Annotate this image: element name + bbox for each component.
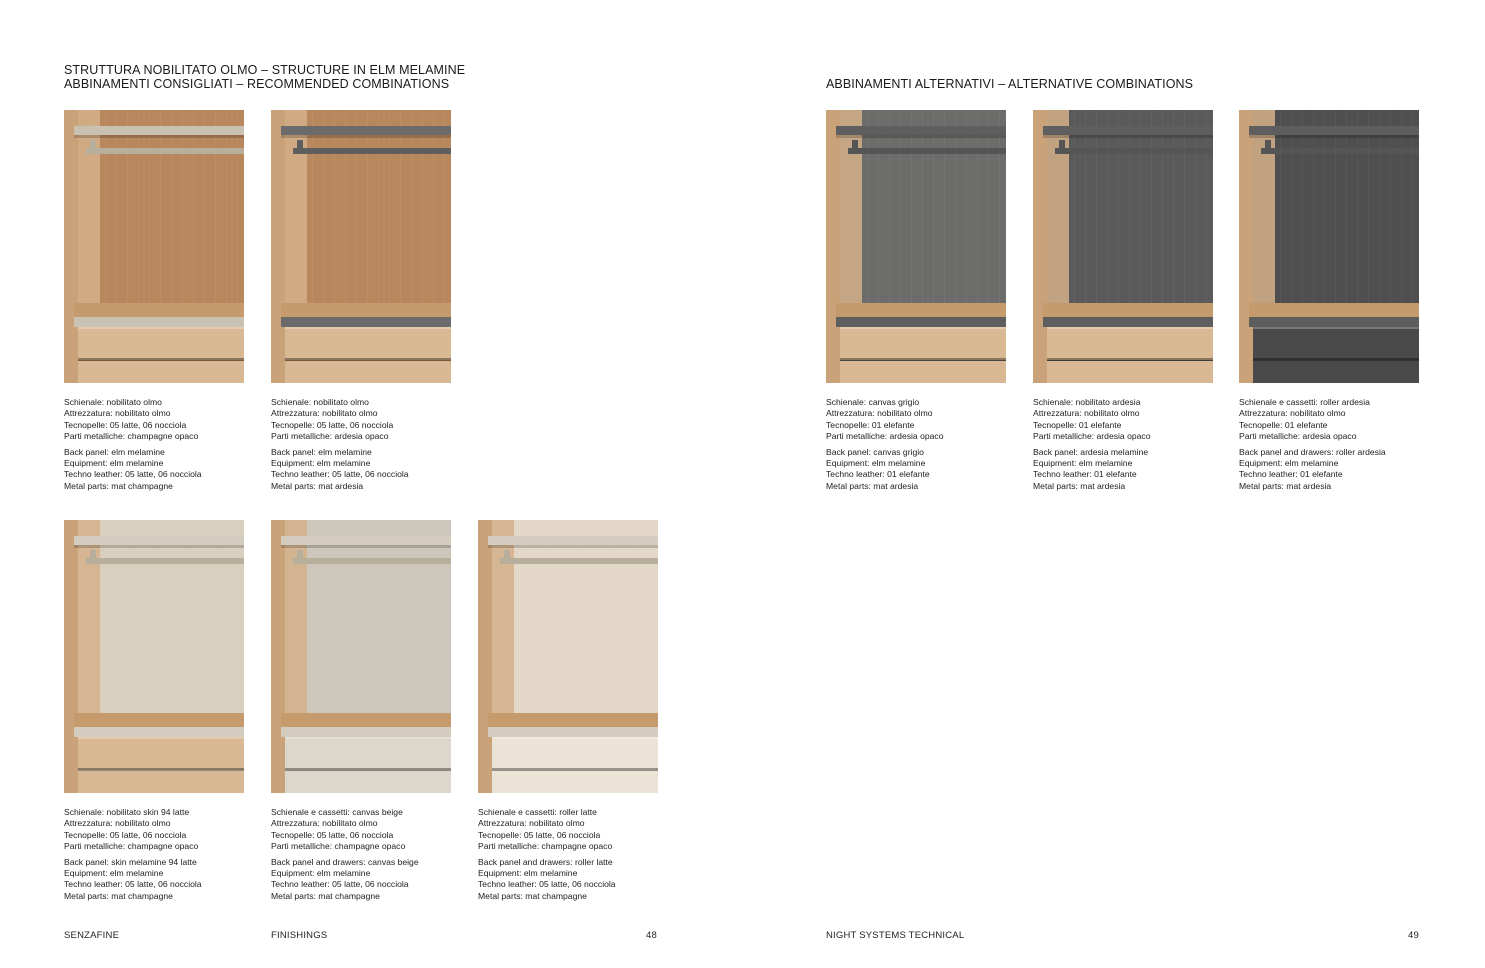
top-shelf-rail	[74, 536, 244, 545]
drawer-top	[285, 327, 451, 360]
wardrobe-illustration	[478, 520, 658, 793]
grain-line	[1140, 110, 1141, 310]
bottom-shelf-top	[836, 303, 1006, 317]
caption-line-en: Metal parts: mat ardesia	[1033, 480, 1126, 491]
finish-caption	[1239, 397, 1439, 492]
grain-line	[237, 110, 238, 310]
top-shelf-shadow	[488, 545, 658, 548]
caption-line-it: Attrezzatura: nobilitato olmo	[1033, 408, 1140, 419]
grain-line	[160, 520, 161, 720]
hanging-bar	[1261, 148, 1419, 154]
grain-line	[149, 110, 150, 310]
side-panel-inner	[78, 110, 100, 315]
caption-line-it: Attrezzatura: nobilitato olmo	[826, 408, 933, 419]
drawer-highlight	[1047, 327, 1213, 329]
grain-line	[433, 520, 434, 720]
wardrobe-finish-image	[271, 110, 451, 383]
grain-line	[1280, 110, 1281, 310]
grain-line	[1085, 110, 1086, 310]
caption-line-en: Techno leather: 05 latte, 06 nocciola	[64, 879, 202, 890]
grain-line	[1151, 110, 1152, 310]
caption-line-en: Metal parts: mat ardesia	[826, 480, 919, 491]
grain-line	[323, 520, 324, 720]
wardrobe-finish-image	[478, 520, 658, 793]
drawer-gap	[492, 768, 658, 771]
grain-line	[585, 520, 586, 720]
drawer-bottom	[1047, 361, 1213, 383]
hanging-bar	[293, 558, 451, 564]
grain-line	[105, 110, 106, 310]
grain-line	[1173, 110, 1174, 310]
drawer-gap	[78, 768, 244, 771]
top-shelf-shadow	[281, 135, 451, 138]
grain-line	[356, 520, 357, 720]
footer-section-left: FINISHINGS	[271, 930, 328, 941]
caption-line-en: Techno leather: 01 elefante	[826, 469, 930, 480]
caption-line-en: Techno leather: 01 elefante	[1239, 469, 1343, 480]
grain-line	[889, 110, 890, 310]
caption-line-en: Back panel: skin melamine 94 latte	[64, 856, 197, 867]
grain-line	[204, 110, 205, 310]
bottom-shelf-edge	[281, 317, 451, 327]
caption-line-it: Attrezzatura: nobilitato olmo	[271, 818, 378, 829]
grain-line	[367, 110, 368, 310]
side-panel-outer	[1033, 110, 1047, 383]
caption-line-en: Back panel: ardesia melamine	[1033, 446, 1149, 457]
side-panel-inner	[840, 110, 862, 315]
top-shelf-rail	[1043, 126, 1213, 135]
footer-section-right: NIGHT SYSTEMS TECHNICAL	[826, 930, 965, 941]
grain-line	[1291, 110, 1292, 310]
drawer-highlight	[285, 737, 451, 739]
bar-support	[1265, 140, 1271, 154]
grain-line	[215, 110, 216, 310]
wardrobe-illustration	[1239, 110, 1419, 383]
drawer-bottom	[492, 771, 658, 793]
bar-support	[504, 550, 510, 564]
right-page-heading	[826, 77, 1193, 91]
drawer-highlight	[840, 327, 1006, 329]
caption-line-it: Attrezzatura: nobilitato olmo	[1239, 408, 1346, 419]
hanging-bar	[293, 148, 451, 154]
drawer-bottom	[1253, 361, 1419, 383]
finish-caption	[64, 397, 264, 492]
grain-line	[193, 110, 194, 310]
bar-support	[1059, 140, 1065, 154]
caption-line-en: Equipment: elm melamine	[271, 868, 371, 879]
bottom-shelf-edge	[836, 317, 1006, 327]
grain-line	[160, 110, 161, 310]
grain-line	[988, 110, 989, 310]
caption-line-en: Equipment: elm melamine	[826, 458, 926, 469]
hanging-bar	[500, 558, 658, 564]
grain-line	[312, 520, 313, 720]
grain-line	[226, 110, 227, 310]
grain-line	[1313, 110, 1314, 310]
grain-line	[1412, 110, 1413, 310]
caption-line-it: Attrezzatura: nobilitato olmo	[64, 818, 171, 829]
heading-alternative: ABBINAMENTI ALTERNATIVI – ALTERNATIVE COMBINATIONS	[826, 77, 1194, 91]
caption-line-it: Parti metalliche: ardesia opaco	[271, 431, 389, 442]
grain-line	[356, 110, 357, 310]
grain-line	[215, 520, 216, 720]
bar-support	[852, 140, 858, 154]
wardrobe-illustration	[64, 110, 244, 383]
grain-line	[1379, 110, 1380, 310]
grain-line	[182, 110, 183, 310]
drawer-gap	[1047, 358, 1213, 361]
grain-line	[867, 110, 868, 310]
grain-line	[607, 520, 608, 720]
bottom-shelf-edge	[74, 727, 244, 737]
finish-caption	[271, 397, 471, 492]
grain-line	[422, 110, 423, 310]
drawer-gap	[1253, 358, 1419, 361]
bottom-shelf-edge	[74, 317, 244, 327]
caption-line-en: Metal parts: mat champagne	[478, 890, 587, 901]
wardrobe-finish-image	[1239, 110, 1419, 383]
caption-line-it: Parti metalliche: ardesia opaco	[826, 431, 944, 442]
drawer-highlight	[78, 737, 244, 739]
caption-line-it: Tecnopelle: 05 latte, 06 nocciola	[64, 419, 187, 430]
grain-line	[400, 520, 401, 720]
grain-line	[1129, 110, 1130, 310]
wardrobe-illustration	[271, 520, 451, 793]
caption-line-en: Back panel: canvas grigio	[826, 446, 924, 457]
grain-line	[334, 110, 335, 310]
grain-line	[519, 520, 520, 720]
top-shelf-shadow	[1043, 135, 1213, 138]
side-panel-outer	[64, 110, 78, 383]
caption-line-it: Schienale: canvas grigio	[826, 397, 920, 407]
grain-line	[378, 110, 379, 310]
bottom-shelf-top	[281, 713, 451, 727]
caption-line-en: Equipment: elm melamine	[1033, 458, 1133, 469]
bottom-shelf-top	[281, 303, 451, 317]
page-number-left: 48	[646, 930, 657, 941]
drawer-gap	[840, 358, 1006, 361]
top-shelf-rail	[488, 536, 658, 545]
grain-line	[1195, 110, 1196, 310]
drawer-bottom	[285, 771, 451, 793]
grain-line	[596, 520, 597, 720]
side-panel-inner	[492, 520, 514, 725]
top-shelf-shadow	[281, 545, 451, 548]
grain-line	[389, 110, 390, 310]
drawer-highlight	[285, 327, 451, 329]
finish-caption	[478, 807, 678, 902]
left-page-heading	[64, 63, 465, 91]
wardrobe-finish-image	[271, 520, 451, 793]
grain-line	[1206, 110, 1207, 310]
caption-line-it: Schienale: nobilitato olmo	[271, 397, 369, 407]
caption-line-it: Tecnopelle: 01 elefante	[1239, 419, 1328, 430]
grain-line	[193, 520, 194, 720]
top-shelf-shadow	[1249, 135, 1419, 138]
top-shelf-rail	[74, 126, 244, 135]
grain-line	[400, 110, 401, 310]
caption-line-it: Parti metalliche: champagne opaco	[271, 841, 406, 852]
grain-line	[922, 110, 923, 310]
caption-line-en: Equipment: elm melamine	[478, 868, 578, 879]
caption-line-en: Metal parts: mat champagne	[271, 890, 380, 901]
drawer-highlight	[1253, 327, 1419, 329]
caption-line-en: Metal parts: mat champagne	[64, 480, 173, 491]
bar-support	[90, 550, 96, 564]
wardrobe-illustration	[826, 110, 1006, 383]
side-panel-outer	[64, 520, 78, 793]
caption-line-en: Back panel: elm melamine	[64, 446, 165, 457]
grain-line	[629, 520, 630, 720]
grain-line	[334, 520, 335, 720]
grain-line	[1324, 110, 1325, 310]
side-panel-inner	[78, 520, 100, 725]
grain-line	[138, 520, 139, 720]
side-panel-outer	[826, 110, 840, 383]
grain-line	[312, 110, 313, 310]
grain-line	[105, 520, 106, 720]
caption-line-it: Attrezzatura: nobilitato olmo	[271, 408, 378, 419]
grain-line	[345, 520, 346, 720]
drawer-top	[78, 737, 244, 770]
drawer-gap	[285, 358, 451, 361]
grain-line	[541, 520, 542, 720]
hanging-bar	[86, 558, 244, 564]
heading-structure: STRUTTURA NOBILITATO OLMO – STRUCTURE IN ELM MELAMINE	[64, 63, 466, 77]
grain-line	[237, 520, 238, 720]
grain-line	[367, 520, 368, 720]
caption-line-en: Metal parts: mat champagne	[64, 890, 173, 901]
wardrobe-illustration	[1033, 110, 1213, 383]
drawer-gap	[78, 358, 244, 361]
caption-line-it: Parti metalliche: ardesia opaco	[1033, 431, 1151, 442]
caption-line-it: Tecnopelle: 05 latte, 06 nocciola	[64, 829, 187, 840]
footer-brand: SENZAFINE	[64, 930, 120, 941]
wardrobe-illustration	[271, 110, 451, 383]
drawer-bottom	[78, 361, 244, 383]
grain-line	[933, 110, 934, 310]
caption-line-en: Back panel: elm melamine	[271, 446, 372, 457]
side-panel-outer	[271, 520, 285, 793]
bottom-shelf-top	[74, 713, 244, 727]
bar-support	[90, 140, 96, 154]
grain-line	[127, 110, 128, 310]
finish-caption	[64, 807, 264, 902]
grain-line	[171, 520, 172, 720]
caption-line-en: Techno leather: 01 elefante	[1033, 469, 1137, 480]
caption-line-it: Schienale: nobilitato olmo	[64, 397, 162, 407]
caption-line-it: Schienale e cassetti: roller ardesia	[1239, 397, 1370, 407]
caption-line-it: Parti metalliche: champagne opaco	[478, 841, 613, 852]
grain-line	[1302, 110, 1303, 310]
hanging-bar	[1055, 148, 1213, 154]
wardrobe-finish-image	[64, 110, 244, 383]
drawer-highlight	[78, 327, 244, 329]
caption-line-it: Tecnopelle: 05 latte, 06 nocciola	[478, 829, 601, 840]
caption-line-en: Metal parts: mat ardesia	[1239, 480, 1332, 491]
grain-line	[1162, 110, 1163, 310]
drawer-top	[1047, 327, 1213, 360]
grain-line	[1107, 110, 1108, 310]
grain-line	[1346, 110, 1347, 310]
grain-line	[944, 110, 945, 310]
grain-line	[911, 110, 912, 310]
caption-line-it: Schienale e cassetti: canvas beige	[271, 807, 403, 817]
grain-line	[1118, 110, 1119, 310]
grain-line	[1184, 110, 1185, 310]
grain-line	[1096, 110, 1097, 310]
side-panel-outer	[478, 520, 492, 793]
grain-line	[1401, 110, 1402, 310]
caption-line-en: Techno leather: 05 latte, 06 nocciola	[271, 879, 409, 890]
drawer-bottom	[840, 361, 1006, 383]
top-shelf-rail	[281, 126, 451, 135]
grain-line	[444, 110, 445, 310]
grain-line	[1074, 110, 1075, 310]
grain-line	[444, 520, 445, 720]
top-shelf-shadow	[74, 135, 244, 138]
bottom-shelf-top	[1249, 303, 1419, 317]
grain-line	[182, 520, 183, 720]
grain-line	[116, 520, 117, 720]
wardrobe-illustration	[64, 520, 244, 793]
caption-line-it: Tecnopelle: 05 latte, 06 nocciola	[271, 419, 394, 430]
finish-caption	[1033, 397, 1233, 492]
bottom-shelf-edge	[281, 727, 451, 737]
finish-caption	[271, 807, 471, 902]
drawer-top	[1253, 327, 1419, 360]
drawer-highlight	[492, 737, 658, 739]
caption-line-it: Tecnopelle: 05 latte, 06 nocciola	[271, 829, 394, 840]
grain-line	[955, 110, 956, 310]
caption-line-en: Back panel and drawers: roller latte	[478, 856, 613, 867]
wardrobe-finish-image	[64, 520, 244, 793]
grain-line	[378, 520, 379, 720]
caption-line-en: Metal parts: mat ardesia	[271, 480, 364, 491]
grain-line	[530, 520, 531, 720]
caption-line-it: Parti metalliche: champagne opaco	[64, 841, 199, 852]
top-shelf-shadow	[836, 135, 1006, 138]
drawer-top	[285, 737, 451, 770]
hanging-bar	[86, 148, 244, 154]
wardrobe-finish-image	[1033, 110, 1213, 383]
top-shelf-rail	[281, 536, 451, 545]
bottom-shelf-top	[74, 303, 244, 317]
grain-line	[999, 110, 1000, 310]
caption-line-it: Tecnopelle: 01 elefante	[826, 419, 915, 430]
caption-line-en: Back panel and drawers: canvas beige	[271, 856, 419, 867]
grain-line	[411, 110, 412, 310]
caption-line-it: Parti metalliche: ardesia opaco	[1239, 431, 1357, 442]
drawer-bottom	[78, 771, 244, 793]
grain-line	[1335, 110, 1336, 310]
top-shelf-rail	[836, 126, 1006, 135]
caption-line-en: Equipment: elm melamine	[271, 458, 371, 469]
side-panel-outer	[1239, 110, 1253, 383]
grain-line	[422, 520, 423, 720]
grain-line	[878, 110, 879, 310]
caption-line-en: Techno leather: 05 latte, 06 nocciola	[478, 879, 616, 890]
top-shelf-rail	[1249, 126, 1419, 135]
grain-line	[563, 520, 564, 720]
grain-line	[226, 520, 227, 720]
caption-line-en: Equipment: elm melamine	[64, 868, 164, 879]
bottom-shelf-edge	[1249, 317, 1419, 327]
drawer-top	[492, 737, 658, 770]
grain-line	[574, 520, 575, 720]
grain-line	[323, 110, 324, 310]
drawer-top	[840, 327, 1006, 360]
drawer-bottom	[285, 361, 451, 383]
caption-line-it: Attrezzatura: nobilitato olmo	[64, 408, 171, 419]
grain-line	[171, 110, 172, 310]
side-panel-outer	[271, 110, 285, 383]
grain-line	[977, 110, 978, 310]
bottom-shelf-edge	[488, 727, 658, 737]
grain-line	[138, 110, 139, 310]
grain-line	[651, 520, 652, 720]
grain-line	[433, 110, 434, 310]
grain-line	[1368, 110, 1369, 310]
caption-line-it: Attrezzatura: nobilitato olmo	[478, 818, 585, 829]
drawer-gap	[285, 768, 451, 771]
side-panel-inner	[285, 520, 307, 725]
drawer-top	[78, 327, 244, 360]
heading-recommended: ABBINAMENTI CONSIGLIATI – RECOMMENDED COMBINATIONS	[64, 77, 450, 91]
caption-line-en: Techno leather: 05 latte, 06 nocciola	[64, 469, 202, 480]
grain-line	[552, 520, 553, 720]
caption-line-en: Equipment: elm melamine	[64, 458, 164, 469]
grain-line	[618, 520, 619, 720]
grain-line	[116, 110, 117, 310]
grain-line	[204, 520, 205, 720]
bottom-shelf-top	[488, 713, 658, 727]
grain-line	[389, 520, 390, 720]
caption-line-it: Schienale e cassetti: roller latte	[478, 807, 597, 817]
grain-line	[345, 110, 346, 310]
grain-line	[411, 520, 412, 720]
caption-line-it: Tecnopelle: 01 elefante	[1033, 419, 1122, 430]
page-number-right: 49	[1408, 930, 1419, 941]
side-panel-inner	[285, 110, 307, 315]
grain-line	[1357, 110, 1358, 310]
grain-line	[900, 110, 901, 310]
grain-line	[149, 520, 150, 720]
caption-line-it: Schienale: nobilitato skin 94 latte	[64, 807, 190, 817]
bottom-shelf-top	[1043, 303, 1213, 317]
caption-line-it: Parti metalliche: champagne opaco	[64, 431, 199, 442]
side-panel-inner	[1253, 110, 1275, 315]
bar-support	[297, 550, 303, 564]
top-shelf-shadow	[74, 545, 244, 548]
finish-caption	[826, 397, 1026, 492]
hanging-bar	[848, 148, 1006, 154]
caption-line-en: Back panel and drawers: roller ardesia	[1239, 446, 1386, 457]
wardrobe-finish-image	[826, 110, 1006, 383]
grain-line	[640, 520, 641, 720]
grain-line	[966, 110, 967, 310]
bottom-shelf-edge	[1043, 317, 1213, 327]
side-panel-inner	[1047, 110, 1069, 315]
bar-support	[297, 140, 303, 154]
grain-line	[127, 520, 128, 720]
caption-line-it: Schienale: nobilitato ardesia	[1033, 397, 1141, 407]
caption-line-en: Equipment: elm melamine	[1239, 458, 1339, 469]
grain-line	[1390, 110, 1391, 310]
caption-line-en: Techno leather: 05 latte, 06 nocciola	[271, 469, 409, 480]
